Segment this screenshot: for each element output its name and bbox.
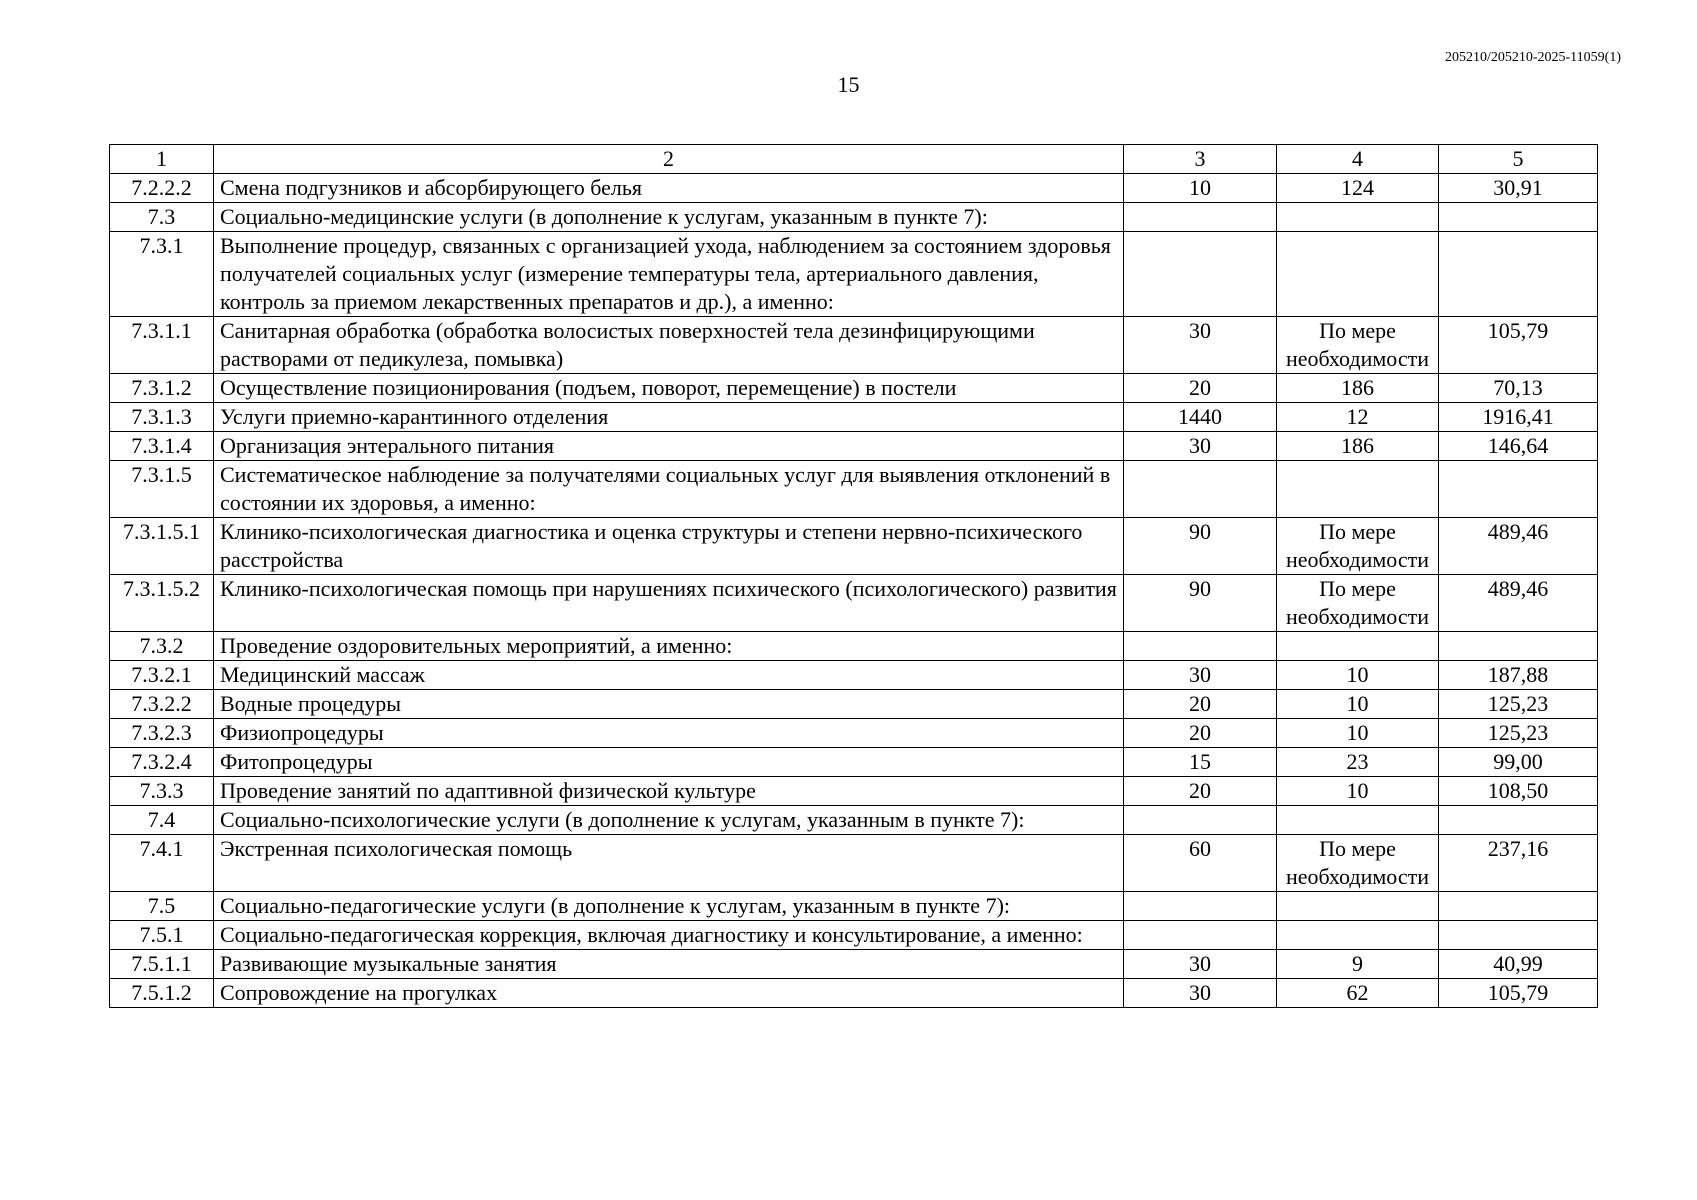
row-col-3 <box>1124 806 1277 835</box>
row-code: 7.5.1.1 <box>110 950 214 979</box>
row-col-3 <box>1124 892 1277 921</box>
row-col-4: 186 <box>1277 374 1439 403</box>
row-name: Экстренная психологическая помощь <box>214 835 1124 892</box>
row-col-4: По мере необходимости <box>1277 518 1439 575</box>
row-col-3 <box>1124 632 1277 661</box>
row-col-5 <box>1439 806 1598 835</box>
row-col-5 <box>1439 232 1598 317</box>
table-row <box>110 174 1598 203</box>
row-name: Социально-медицинские услуги (в дополнение к услугам, указанным в пункте 7): <box>214 203 1124 232</box>
row-name: Сопровождение на прогулках <box>214 979 1124 1008</box>
row-col-3: 30 <box>1124 979 1277 1008</box>
row-name: Проведение оздоровительных мероприятий, а именно: <box>214 632 1124 661</box>
row-code: 7.3.1.5 <box>110 461 214 518</box>
row-code: 7.3.2.4 <box>110 748 214 777</box>
row-col-5: 489,46 <box>1439 518 1598 575</box>
row-code: 7.4.1 <box>110 835 214 892</box>
row-col-5: 99,00 <box>1439 748 1598 777</box>
row-col-5: 1916,41 <box>1439 403 1598 432</box>
row-col-4: 10 <box>1277 777 1439 806</box>
row-code: 7.3.1.5.2 <box>110 575 214 632</box>
row-code: 7.4 <box>110 806 214 835</box>
row-col-4: 23 <box>1277 748 1439 777</box>
row-code: 7.3.1.4 <box>110 432 214 461</box>
row-col-3 <box>1124 203 1277 232</box>
row-code: 7.3 <box>110 203 214 232</box>
row-col-3: 30 <box>1124 432 1277 461</box>
row-col-3: 20 <box>1124 374 1277 403</box>
row-col-5: 108,50 <box>1439 777 1598 806</box>
document-id: 205210/205210-2025-11059(1) <box>1444 50 1621 65</box>
row-name: Социально-психологические услуги (в дополнение к услугам, указанным в пункте 7): <box>214 806 1124 835</box>
row-name: Санитарная обработка (обработка волосистых поверхностей тела дезинфицирующими растворами от педикулеза, помывка) <box>214 317 1124 374</box>
row-col-4 <box>1277 921 1439 950</box>
row-col-5: 125,23 <box>1439 719 1598 748</box>
row-name: Клинико-психологическая помощь при нарушениях психического (психологического) развития <box>214 575 1124 632</box>
table-row <box>110 203 1598 232</box>
table-row <box>110 632 1598 661</box>
table-row <box>110 719 1598 748</box>
row-col-5 <box>1439 203 1598 232</box>
row-col-3: 20 <box>1124 690 1277 719</box>
row-name: Организация энтерального питания <box>214 432 1124 461</box>
row-code: 7.3.2 <box>110 632 214 661</box>
table-row <box>110 403 1598 432</box>
table-row <box>110 432 1598 461</box>
table-row <box>110 461 1598 518</box>
row-col-5: 237,16 <box>1439 835 1598 892</box>
header-col-1: 1 <box>110 145 214 174</box>
row-name: Выполнение процедур, связанных с организацией ухода, наблюдением за состоянием здоровья получателей социальных услуг (измерение температуры тела, артериального давления, контроль за приемом лекарственных препаратов и др.), а именно: <box>214 232 1124 317</box>
table-row <box>110 661 1598 690</box>
row-col-3 <box>1124 921 1277 950</box>
row-col-3: 1440 <box>1124 403 1277 432</box>
row-col-5 <box>1439 461 1598 518</box>
row-code: 7.3.2.3 <box>110 719 214 748</box>
row-col-3: 30 <box>1124 317 1277 374</box>
table-row <box>110 892 1598 921</box>
table-row <box>110 690 1598 719</box>
row-col-4 <box>1277 632 1439 661</box>
row-col-5: 30,91 <box>1439 174 1598 203</box>
services-table <box>109 144 1598 1008</box>
row-col-4 <box>1277 806 1439 835</box>
header-col-2: 2 <box>214 145 1124 174</box>
row-code: 7.5.1 <box>110 921 214 950</box>
row-col-5: 125,23 <box>1439 690 1598 719</box>
row-col-3: 10 <box>1124 174 1277 203</box>
row-col-4 <box>1277 461 1439 518</box>
row-col-5: 40,99 <box>1439 950 1598 979</box>
row-col-5 <box>1439 921 1598 950</box>
row-name: Осуществление позиционирования (подъем, поворот, перемещение) в постели <box>214 374 1124 403</box>
row-code: 7.3.1.1 <box>110 317 214 374</box>
row-col-4: 10 <box>1277 661 1439 690</box>
table-header-row <box>110 145 1598 174</box>
table-row <box>110 835 1598 892</box>
row-code: 7.3.2.2 <box>110 690 214 719</box>
table-row <box>110 232 1598 317</box>
row-col-4: 10 <box>1277 719 1439 748</box>
table-row <box>110 806 1598 835</box>
row-col-3: 30 <box>1124 661 1277 690</box>
header-col-4: 4 <box>1277 145 1439 174</box>
row-col-4: По мере необходимости <box>1277 835 1439 892</box>
row-name: Водные процедуры <box>214 690 1124 719</box>
row-col-5: 146,64 <box>1439 432 1598 461</box>
row-col-5 <box>1439 892 1598 921</box>
row-col-5: 187,88 <box>1439 661 1598 690</box>
table-row <box>110 575 1598 632</box>
row-code: 7.3.1 <box>110 232 214 317</box>
page-number: 15 <box>837 72 860 97</box>
header-col-5: 5 <box>1439 145 1598 174</box>
table-row <box>110 777 1598 806</box>
header-col-3: 3 <box>1124 145 1277 174</box>
row-col-5: 70,13 <box>1439 374 1598 403</box>
row-name: Услуги приемно-карантинного отделения <box>214 403 1124 432</box>
row-col-4: По мере необходимости <box>1277 317 1439 374</box>
table-row <box>110 518 1598 575</box>
table-row <box>110 748 1598 777</box>
row-col-4: 12 <box>1277 403 1439 432</box>
row-col-3: 20 <box>1124 719 1277 748</box>
row-code: 7.5 <box>110 892 214 921</box>
row-col-5 <box>1439 632 1598 661</box>
row-name: Социально-педагогические услуги (в дополнение к услугам, указанным в пункте 7): <box>214 892 1124 921</box>
table-row <box>110 317 1598 374</box>
row-code: 7.3.1.2 <box>110 374 214 403</box>
row-code: 7.3.3 <box>110 777 214 806</box>
row-col-3: 15 <box>1124 748 1277 777</box>
row-name: Фитопроцедуры <box>214 748 1124 777</box>
row-col-3 <box>1124 461 1277 518</box>
row-name: Физиопроцедуры <box>214 719 1124 748</box>
row-col-3: 90 <box>1124 518 1277 575</box>
row-code: 7.3.1.3 <box>110 403 214 432</box>
row-col-5: 489,46 <box>1439 575 1598 632</box>
row-col-3: 90 <box>1124 575 1277 632</box>
table-row <box>110 374 1598 403</box>
row-col-4 <box>1277 892 1439 921</box>
row-col-4: По мере необходимости <box>1277 575 1439 632</box>
row-name: Проведение занятий по адаптивной физической культуре <box>214 777 1124 806</box>
row-code: 7.2.2.2 <box>110 174 214 203</box>
row-col-4: 9 <box>1277 950 1439 979</box>
table-row <box>110 979 1598 1008</box>
row-col-4 <box>1277 232 1439 317</box>
row-col-4: 186 <box>1277 432 1439 461</box>
row-name: Социально-педагогическая коррекция, включая диагностику и консультирование, а именно: <box>214 921 1124 950</box>
row-code: 7.3.2.1 <box>110 661 214 690</box>
row-col-3 <box>1124 232 1277 317</box>
row-col-4 <box>1277 203 1439 232</box>
row-col-4: 62 <box>1277 979 1439 1008</box>
row-col-5: 105,79 <box>1439 979 1598 1008</box>
row-col-4: 124 <box>1277 174 1439 203</box>
row-name: Развивающие музыкальные занятия <box>214 950 1124 979</box>
row-code: 7.3.1.5.1 <box>110 518 214 575</box>
row-code: 7.5.1.2 <box>110 979 214 1008</box>
row-col-3: 30 <box>1124 950 1277 979</box>
row-name: Систематическое наблюдение за получателями социальных услуг для выявления отклонений в состоянии их здоровья, а именно: <box>214 461 1124 518</box>
row-name: Медицинский массаж <box>214 661 1124 690</box>
row-name: Клинико-психологическая диагностика и оценка структуры и степени нервно-психического расстройства <box>214 518 1124 575</box>
row-col-3: 20 <box>1124 777 1277 806</box>
row-col-3: 60 <box>1124 835 1277 892</box>
table-row <box>110 950 1598 979</box>
table-row <box>110 921 1598 950</box>
row-name: Смена подгузников и абсорбирующего белья <box>214 174 1124 203</box>
row-col-5: 105,79 <box>1439 317 1598 374</box>
row-col-4: 10 <box>1277 690 1439 719</box>
